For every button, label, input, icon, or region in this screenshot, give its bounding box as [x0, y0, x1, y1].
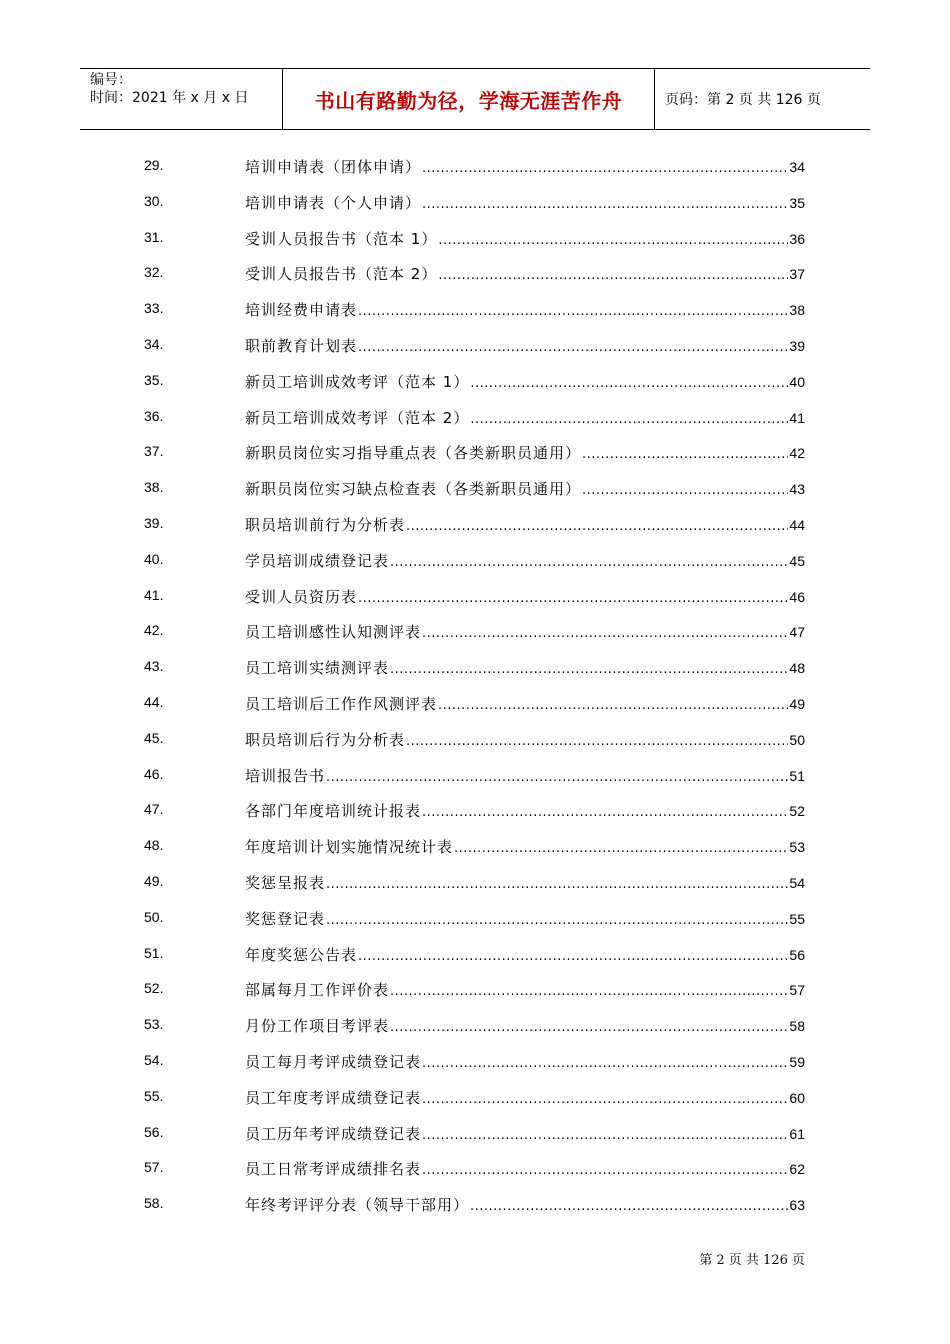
- toc-entry-page: 43: [789, 481, 805, 498]
- toc-entry[interactable]: [0, 1080, 950, 1116]
- toc-entry[interactable]: [0, 435, 950, 471]
- toc-entry-title[interactable]: 职员培训前行为分析表: [245, 515, 406, 534]
- toc-entry-title[interactable]: 新职员岗位实习指导重点表（各类新职员通用）: [245, 444, 582, 463]
- toc-entry-number: 46.: [144, 765, 164, 782]
- toc-dot-leader: [422, 1092, 788, 1107]
- toc-entry-title[interactable]: 新员工培训成效考评（范本 2）: [245, 408, 470, 427]
- toc-dot-leader: [326, 913, 788, 928]
- toc-entry[interactable]: [0, 292, 950, 328]
- toc-entry-number: 49.: [144, 872, 164, 889]
- toc-entry-title[interactable]: 员工培训感性认知测评表: [245, 623, 422, 642]
- toc-entry-title[interactable]: 培训报告书: [245, 766, 326, 785]
- toc-entry-line: [245, 299, 805, 320]
- toc-dot-leader: [358, 949, 788, 964]
- toc-entry-title[interactable]: 新职员岗位实习缺点检查表（各类新职员通用）: [245, 480, 582, 499]
- toc-dot-leader: [406, 519, 788, 534]
- toc-entry-page: 44: [789, 516, 805, 533]
- toc-entry[interactable]: [0, 686, 950, 722]
- toc-entry-line: [245, 550, 805, 571]
- toc-entry-line: [245, 156, 805, 177]
- toc-entry-title[interactable]: 月份工作项目考评表: [245, 1017, 390, 1036]
- toc-dot-leader: [390, 984, 788, 999]
- toc-entry-number: 32.: [144, 264, 164, 281]
- toc-entry-line: [245, 442, 805, 463]
- toc-entry-page: 62: [789, 1161, 805, 1178]
- toc-entry-page: 58: [789, 1018, 805, 1035]
- toc-entry[interactable]: [0, 1008, 950, 1044]
- toc-dot-leader: [422, 161, 788, 176]
- toc-dot-leader: [454, 841, 788, 856]
- toc-entry-page: 48: [789, 660, 805, 677]
- toc-entry[interactable]: [0, 650, 950, 686]
- toc-dot-leader: [582, 447, 788, 462]
- toc-entry-line: [245, 944, 805, 965]
- toc-entry-line: [245, 478, 805, 499]
- toc-entry-title[interactable]: 各部门年度培训统计报表: [245, 802, 422, 821]
- toc-entry-page: 49: [789, 695, 805, 712]
- toc-entry-title[interactable]: 奖惩呈报表: [245, 873, 326, 892]
- toc-entry-line: [245, 729, 805, 750]
- toc-entry-title[interactable]: 培训申请表（个人申请）: [245, 193, 422, 212]
- toc-entry-number: 54.: [144, 1051, 164, 1068]
- header-meta: [80, 69, 282, 129]
- toc-dot-leader: [406, 734, 788, 749]
- toc-entry-number: 44.: [144, 693, 164, 710]
- table-of-contents: [0, 149, 950, 1223]
- toc-entry-line: [245, 1123, 805, 1144]
- toc-entry-line: [245, 1015, 805, 1036]
- toc-entry-line: [245, 872, 805, 893]
- toc-entry-number: 56.: [144, 1123, 164, 1140]
- toc-entry-page: 35: [789, 194, 805, 211]
- toc-dot-leader: [470, 1199, 788, 1214]
- toc-entry-number: 55.: [144, 1087, 164, 1104]
- page-header: [80, 68, 870, 130]
- toc-dot-leader: [422, 1163, 788, 1178]
- toc-entry-page: 60: [789, 1089, 805, 1106]
- toc-entry-line: [245, 765, 805, 786]
- toc-entry[interactable]: [0, 793, 950, 829]
- toc-dot-leader: [422, 805, 788, 820]
- toc-entry-number: 41.: [144, 586, 164, 603]
- toc-dot-leader: [422, 1056, 788, 1071]
- toc-entry[interactable]: [0, 758, 950, 794]
- toc-entry-number: 47.: [144, 801, 164, 818]
- toc-entry[interactable]: [0, 185, 950, 221]
- toc-entry-number: 57.: [144, 1159, 164, 1176]
- toc-entry-line: [245, 586, 805, 607]
- toc-dot-leader: [326, 877, 788, 892]
- toc-entry-number: 33.: [144, 300, 164, 317]
- toc-entry[interactable]: [0, 221, 950, 257]
- toc-entry[interactable]: [0, 1187, 950, 1223]
- toc-entry-number: 40.: [144, 550, 164, 567]
- toc-dot-leader: [390, 662, 788, 677]
- toc-entry-line: [245, 335, 805, 356]
- toc-entry-line: [245, 228, 805, 249]
- toc-entry-line: [245, 371, 805, 392]
- toc-entry-page: 38: [789, 302, 805, 319]
- toc-entry-page: 63: [789, 1197, 805, 1214]
- toc-entry-number: 31.: [144, 228, 164, 245]
- toc-entry-title[interactable]: 员工历年考评成绩登记表: [245, 1124, 422, 1143]
- toc-entry-line: [245, 1194, 805, 1215]
- toc-entry[interactable]: [0, 328, 950, 364]
- toc-entry-line: [245, 407, 805, 428]
- time-label: 时间：2021 年 x 月 x 日: [90, 90, 249, 106]
- toc-entry-title[interactable]: 受训人员资历表: [245, 587, 358, 606]
- toc-entry-page: 54: [789, 874, 805, 891]
- toc-entry-number: 39.: [144, 514, 164, 531]
- toc-entry-line: [245, 263, 805, 284]
- toc-dot-leader: [582, 483, 788, 498]
- toc-entry-page: 57: [789, 982, 805, 999]
- toc-entry-line: [245, 800, 805, 821]
- toc-dot-leader: [358, 340, 788, 355]
- toc-entry-title[interactable]: 培训申请表（团体申请）: [245, 158, 422, 176]
- toc-entry-title[interactable]: 职员培训后行为分析表: [245, 730, 406, 749]
- toc-entry[interactable]: [0, 722, 950, 758]
- toc-dot-leader: [390, 1020, 788, 1035]
- toc-entry-line: [245, 836, 805, 857]
- toc-entry-number: 43.: [144, 658, 164, 675]
- toc-entry-number: 52.: [144, 980, 164, 997]
- toc-dot-leader: [326, 770, 788, 785]
- toc-entry-number: 53.: [144, 1016, 164, 1033]
- toc-entry-page: 50: [789, 731, 805, 748]
- toc-entry-number: 51.: [144, 944, 164, 961]
- toc-entry-page: 40: [789, 373, 805, 390]
- toc-dot-leader: [438, 698, 788, 713]
- toc-entry[interactable]: [0, 400, 950, 436]
- toc-entry-title[interactable]: 新员工培训成效考评（范本 1）: [245, 372, 470, 391]
- toc-entry-title[interactable]: 员工年度考评成绩登记表: [245, 1088, 422, 1107]
- toc-dot-leader: [358, 591, 788, 606]
- toc-entry-number: 50.: [144, 908, 164, 925]
- toc-entry-number: 30.: [144, 192, 164, 209]
- toc-entry[interactable]: [0, 972, 950, 1008]
- toc-dot-leader: [470, 412, 788, 427]
- toc-entry-page: 41: [789, 409, 805, 426]
- toc-entry-title[interactable]: 受训人员报告书（范本 1）: [245, 229, 438, 248]
- toc-entry[interactable]: [0, 543, 950, 579]
- toc-entry[interactable]: [0, 364, 950, 400]
- toc-entry-line: [245, 693, 805, 714]
- toc-entry[interactable]: [0, 579, 950, 615]
- toc-entry-number: 38.: [144, 479, 164, 496]
- toc-entry-title[interactable]: 部属每月工作评价表: [245, 981, 390, 1000]
- toc-entry-line: [245, 1051, 805, 1072]
- toc-dot-leader: [358, 304, 788, 319]
- toc-entry-line: [245, 657, 805, 678]
- toc-entry-page: 36: [789, 230, 805, 247]
- toc-entry-title[interactable]: 培训经费申请表: [245, 301, 358, 320]
- toc-entry-page: 55: [789, 910, 805, 927]
- toc-entry[interactable]: [0, 1151, 950, 1187]
- header-page-info: 页码：第 2 页 共 126 页: [665, 92, 821, 108]
- toc-entry-number: 36.: [144, 407, 164, 424]
- number-label: 编号：: [90, 72, 132, 88]
- toc-entry[interactable]: [0, 829, 950, 865]
- page-footer: 第 2 页 共 126 页: [699, 1253, 805, 1268]
- toc-entry-page: 46: [789, 588, 805, 605]
- toc-entry-page: 61: [789, 1125, 805, 1142]
- toc-entry[interactable]: [0, 507, 950, 543]
- toc-entry-page: 59: [789, 1053, 805, 1070]
- toc-entry-number: 48.: [144, 837, 164, 854]
- toc-entry[interactable]: [0, 471, 950, 507]
- toc-entry-page: 56: [789, 946, 805, 963]
- toc-entry-number: 37.: [144, 443, 164, 460]
- toc-dot-leader: [422, 197, 788, 212]
- toc-entry-title[interactable]: 学员培训成绩登记表: [245, 551, 390, 570]
- toc-entry-number: 58.: [144, 1195, 164, 1212]
- toc-entry-title[interactable]: 年度奖惩公告表: [245, 945, 358, 964]
- toc-entry-line: [245, 192, 805, 213]
- toc-entry-title[interactable]: 受训人员报告书（范本 2）: [245, 265, 438, 284]
- toc-entry-line: [245, 979, 805, 1000]
- toc-dot-leader: [438, 233, 788, 248]
- toc-entry-line: [245, 621, 805, 642]
- toc-entry[interactable]: [0, 614, 950, 650]
- toc-entry-page: 52: [789, 803, 805, 820]
- toc-entry-page: 53: [789, 839, 805, 856]
- toc-entry-title[interactable]: 奖惩登记表: [245, 909, 326, 928]
- toc-entry-number: 42.: [144, 622, 164, 639]
- toc-entry-title[interactable]: 职前教育计划表: [245, 336, 358, 355]
- toc-dot-leader: [390, 555, 788, 570]
- toc-dot-leader: [422, 1128, 788, 1143]
- toc-entry-number: 35.: [144, 371, 164, 388]
- toc-entry-title[interactable]: 员工日常考评成绩排名表: [245, 1160, 422, 1179]
- toc-entry-number: 34.: [144, 335, 164, 352]
- toc-entry-page: 39: [789, 337, 805, 354]
- toc-entry-title[interactable]: 员工培训实绩测评表: [245, 659, 390, 678]
- toc-dot-leader: [438, 268, 788, 283]
- toc-dot-leader: [422, 626, 788, 641]
- toc-entry-line: [245, 514, 805, 535]
- toc-entry-number: 29.: [144, 157, 164, 173]
- toc-entry-page: 42: [789, 445, 805, 462]
- toc-entry-title[interactable]: 员工培训后工作作风测评表: [245, 694, 438, 713]
- toc-entry-line: [245, 908, 805, 929]
- toc-entry[interactable]: [0, 937, 950, 973]
- toc-dot-leader: [470, 376, 788, 391]
- toc-entry-line: [245, 1158, 805, 1179]
- toc-entry-page: 45: [789, 552, 805, 569]
- toc-entry[interactable]: [0, 256, 950, 292]
- toc-entry-title[interactable]: 年度培训计划实施情况统计表: [245, 838, 454, 857]
- toc-entry[interactable]: [0, 865, 950, 901]
- header-motto: 书山有路勤为径，学海无涯苦作舟: [282, 69, 655, 129]
- toc-entry[interactable]: [0, 149, 950, 185]
- toc-entry-page: 47: [789, 624, 805, 641]
- toc-entry-number: 45.: [144, 729, 164, 746]
- toc-entry-page: 51: [789, 767, 805, 784]
- toc-entry-page: 34: [789, 159, 805, 175]
- toc-entry[interactable]: [0, 1116, 950, 1152]
- toc-entry[interactable]: [0, 901, 950, 937]
- toc-entry-title[interactable]: 员工每月考评成绩登记表: [245, 1052, 422, 1071]
- toc-entry[interactable]: [0, 1044, 950, 1080]
- toc-entry-line: [245, 1087, 805, 1108]
- toc-entry-title[interactable]: 年终考评评分表（领导干部用）: [245, 1196, 470, 1215]
- toc-entry-page: 37: [789, 266, 805, 283]
